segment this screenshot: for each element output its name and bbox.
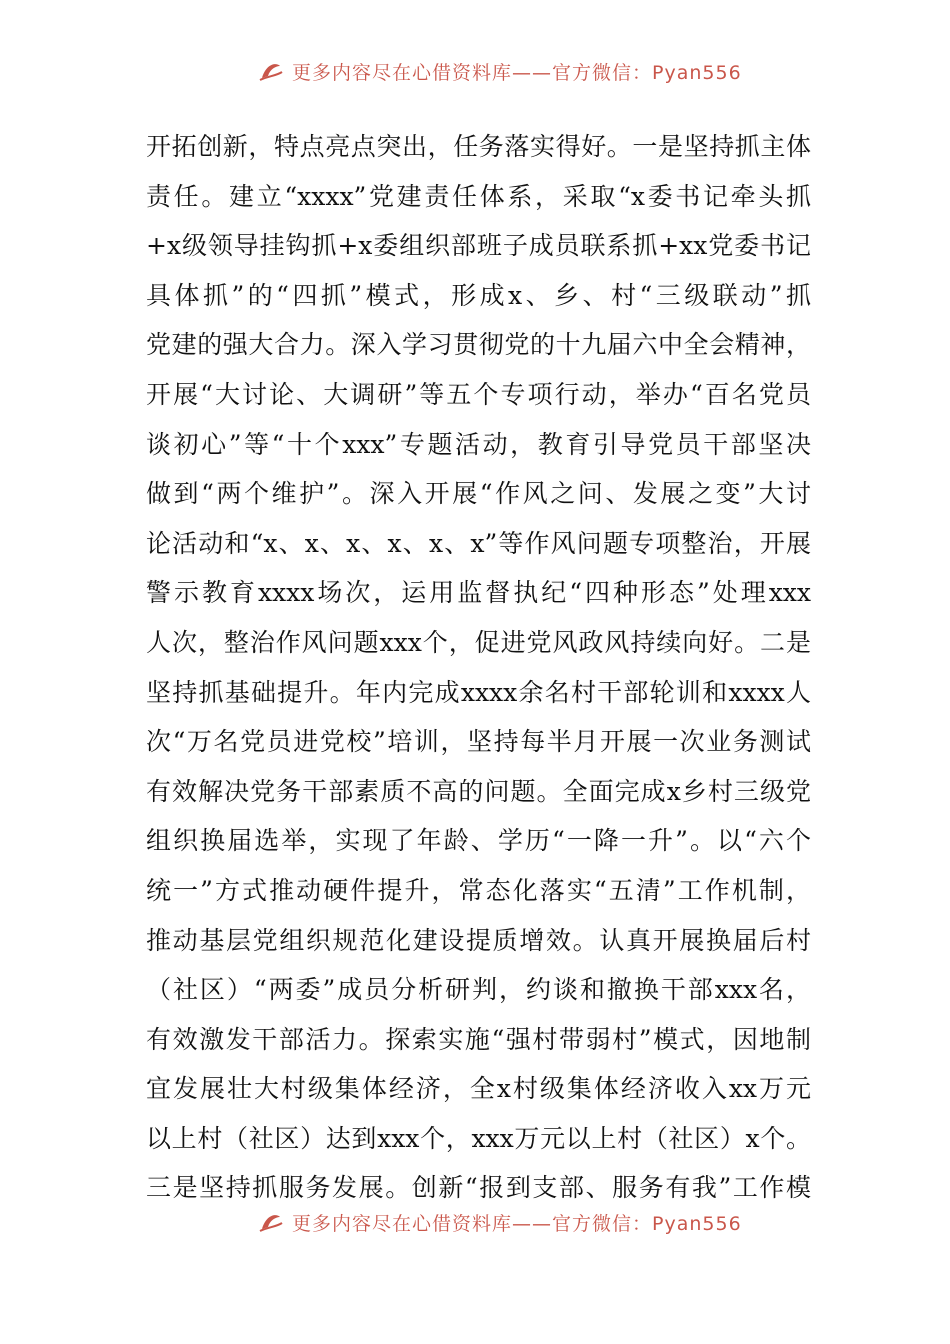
document-body	[146, 122, 811, 1213]
text-line: 论活动和“x、x、x、x、x、x”等作风问题专项整治，开展	[146, 528, 811, 558]
text-line: 坚持抓基础提升。年内完成xxxx余名村干部轮训和xxxx人	[146, 677, 811, 707]
text-line: 推动基层党组织规范化建设提质增效。认真开展换届后村	[146, 925, 811, 955]
text-line: 次“万名党员进党校”培训，坚持每半月开展一次业务测试	[146, 727, 811, 757]
text-line: 具体抓”的“四抓”模式，形成x、乡、村“三级联动”抓	[146, 280, 811, 310]
text-line: 三是坚持抓服务发展。创新“报到支部、服务有我”工作模	[146, 1173, 811, 1203]
text-line: +x级领导挂钩抓+x委组织部班子成员联系抓+xx党委书记	[146, 231, 811, 261]
text-line: 有效解决党务干部素质不高的问题。全面完成x乡村三级党	[146, 776, 811, 806]
text-line: 警示教育xxxx场次，运用监督执纪“四种形态”处理xxx	[146, 578, 811, 608]
text-line: （社区）“两委”成员分析研判，约谈和撤换干部xxx名，	[146, 975, 811, 1005]
watermark-footer	[258, 1207, 742, 1237]
text-line: 开拓创新，特点亮点突出，任务落实得好。一是坚持抓主体	[146, 132, 811, 161]
text-line: 有效激发干部活力。探索实施“强村带弱村”模式，因地制	[146, 1024, 811, 1054]
text-line: 组织换届选举，实现了年龄、学历“一降一升”。以“六个	[146, 826, 811, 856]
text-line: 宜发展壮大村级集体经济，全x村级集体经济收入xx万元	[146, 1074, 811, 1104]
text-line: 统一”方式推动硬件提升，常态化落实“五清”工作机制，	[146, 875, 811, 905]
watermark-text: 更多内容尽在心借资料库——官方微信：Pyan556	[292, 61, 742, 84]
brand-logo-icon	[258, 1211, 284, 1233]
text-line: 责任。建立“xxxx”党建责任体系，采取“x委书记牵头抓	[146, 181, 811, 211]
brand-logo-icon	[258, 60, 284, 82]
text-line: 以上村（社区）达到xxx个，xxx万元以上村（社区）x个。	[146, 1123, 811, 1153]
text-line: 人次，整治作风问题xxx个，促进党风政风持续向好。二是	[146, 627, 811, 657]
text-line: 党建的强大合力。深入学习贯彻党的十九届六中全会精神，	[146, 330, 811, 360]
text-line: 开展“大讨论、大调研”等五个专项行动，举办“百名党员	[146, 379, 811, 409]
text-line: 做到“两个维护”。深入开展“作风之问、发展之变”大讨	[146, 479, 811, 509]
text-line: 谈初心”等“十个xxx”专题活动，教育引导党员干部坚决	[146, 429, 811, 459]
watermark-text: 更多内容尽在心借资料库——官方微信：Pyan556	[292, 1212, 742, 1235]
watermark-header	[258, 56, 742, 86]
